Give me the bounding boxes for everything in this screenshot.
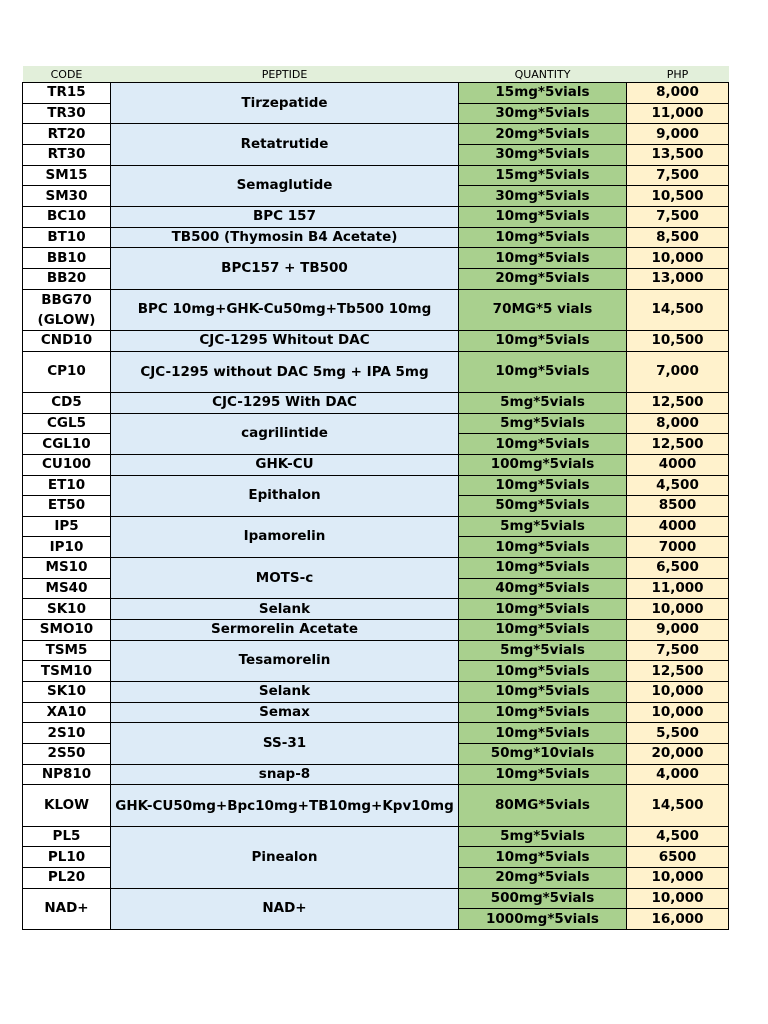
peptide-cell: CJC-1295 Whitout DAC (111, 330, 459, 351)
table-row (23, 330, 729, 351)
table-row (23, 516, 729, 537)
code-cell: NP810 (23, 764, 111, 785)
price-cell: 11,000 (627, 103, 729, 124)
price-cell: 20,000 (627, 744, 729, 765)
price-cell: 8,000 (627, 413, 729, 434)
peptide-cell: cagrilintide (111, 413, 459, 454)
price-cell: 10,000 (627, 702, 729, 723)
price-cell: 6500 (627, 847, 729, 868)
price-cell: 10,500 (627, 186, 729, 207)
code-cell: SK10 (23, 682, 111, 703)
price-cell: 7000 (627, 537, 729, 558)
code-cell: ET10 (23, 475, 111, 496)
quantity-cell: 10mg*5vials (459, 227, 627, 248)
code-cell: CGL10 (23, 434, 111, 455)
price-cell: 6,500 (627, 558, 729, 579)
price-cell: 4000 (627, 454, 729, 475)
peptide-cell: MOTS-c (111, 558, 459, 599)
peptide-cell: CJC-1295 With DAC (111, 392, 459, 413)
quantity-cell: 10mg*5vials (459, 702, 627, 723)
price-cell: 13,000 (627, 268, 729, 289)
price-cell: 14,500 (627, 289, 729, 330)
table-row (23, 351, 729, 392)
code-cell: TR30 (23, 103, 111, 124)
price-cell: 8,500 (627, 227, 729, 248)
table-row (23, 227, 729, 248)
code-cell: CU100 (23, 454, 111, 475)
peptide-cell: SS-31 (111, 723, 459, 764)
code-cell: CP10 (23, 351, 111, 392)
quantity-cell: 10mg*5vials (459, 475, 627, 496)
quantity-cell: 30mg*5vials (459, 186, 627, 207)
price-cell: 16,000 (627, 909, 729, 930)
quantity-cell: 10mg*5vials (459, 558, 627, 579)
quantity-cell: 10mg*5vials (459, 682, 627, 703)
quantity-cell: 10mg*5vials (459, 434, 627, 455)
table-row (23, 206, 729, 227)
code-cell: CND10 (23, 330, 111, 351)
code-cell: IP10 (23, 537, 111, 558)
price-cell: 12,500 (627, 434, 729, 455)
price-cell: 8500 (627, 496, 729, 517)
table-row (23, 124, 729, 145)
peptide-cell: Selank (111, 599, 459, 620)
table-row (23, 702, 729, 723)
quantity-cell: 1000mg*5vials (459, 909, 627, 930)
price-cell: 14,500 (627, 785, 729, 826)
code-cell: MS10 (23, 558, 111, 579)
peptide-cell: Epithalon (111, 475, 459, 516)
price-cell: 10,500 (627, 330, 729, 351)
code-cell: BBG70 (GLOW) (23, 289, 111, 330)
quantity-cell: 10mg*5vials (459, 764, 627, 785)
code-cell: SM30 (23, 186, 111, 207)
peptide-cell: Tesamorelin (111, 640, 459, 681)
price-cell: 12,500 (627, 392, 729, 413)
quantity-cell: 10mg*5vials (459, 599, 627, 620)
quantity-cell: 50mg*5vials (459, 496, 627, 517)
price-cell: 10,000 (627, 867, 729, 888)
quantity-cell: 50mg*10vials (459, 744, 627, 765)
header-php: PHP (627, 66, 729, 83)
table-row (23, 620, 729, 641)
table-body (23, 83, 729, 930)
code-cell: BB10 (23, 248, 111, 269)
price-cell: 9,000 (627, 124, 729, 145)
code-cell: CD5 (23, 392, 111, 413)
price-cell: 13,500 (627, 144, 729, 165)
table-header (23, 66, 729, 83)
code-cell: XA10 (23, 702, 111, 723)
quantity-cell: 10mg*5vials (459, 537, 627, 558)
table-row (23, 413, 729, 434)
code-cell: TR15 (23, 83, 111, 104)
quantity-cell: 5mg*5vials (459, 826, 627, 847)
quantity-cell: 70MG*5 vials (459, 289, 627, 330)
price-cell: 8,000 (627, 83, 729, 104)
quantity-cell: 500mg*5vials (459, 888, 627, 909)
quantity-cell: 10mg*5vials (459, 351, 627, 392)
quantity-cell: 5mg*5vials (459, 392, 627, 413)
code-cell: BC10 (23, 206, 111, 227)
code-cell: BT10 (23, 227, 111, 248)
header-peptide: PEPTIDE (111, 66, 459, 83)
quantity-cell: 30mg*5vials (459, 103, 627, 124)
header-row (23, 66, 729, 83)
code-cell: TSM10 (23, 661, 111, 682)
table-row (23, 165, 729, 186)
code-cell: TSM5 (23, 640, 111, 661)
price-cell: 10,000 (627, 248, 729, 269)
price-cell: 5,500 (627, 723, 729, 744)
table-row (23, 248, 729, 269)
quantity-cell: 15mg*5vials (459, 165, 627, 186)
code-cell: BB20 (23, 268, 111, 289)
peptide-cell: Sermorelin Acetate (111, 620, 459, 641)
quantity-cell: 20mg*5vials (459, 124, 627, 145)
code-cell: ET50 (23, 496, 111, 517)
table-row (23, 785, 729, 826)
price-cell: 10,000 (627, 599, 729, 620)
code-cell: SM15 (23, 165, 111, 186)
price-cell: 11,000 (627, 578, 729, 599)
peptide-cell: NAD+ (111, 888, 459, 929)
quantity-cell: 100mg*5vials (459, 454, 627, 475)
table-row (23, 83, 729, 104)
table-row (23, 454, 729, 475)
code-cell: KLOW (23, 785, 111, 826)
peptide-cell: Retatrutide (111, 124, 459, 165)
peptide-cell: Semaglutide (111, 165, 459, 206)
code-cell: PL20 (23, 867, 111, 888)
peptide-cell: Ipamorelin (111, 516, 459, 557)
code-cell: IP5 (23, 516, 111, 537)
quantity-cell: 10mg*5vials (459, 620, 627, 641)
peptide-cell: GHK-CU (111, 454, 459, 475)
quantity-cell: 10mg*5vials (459, 206, 627, 227)
peptide-cell: BPC 157 (111, 206, 459, 227)
price-cell: 4,000 (627, 764, 729, 785)
table-row (23, 723, 729, 744)
peptide-cell: TB500 (Thymosin B4 Acetate) (111, 227, 459, 248)
quantity-cell: 5mg*5vials (459, 516, 627, 537)
table-row (23, 640, 729, 661)
price-cell: 4000 (627, 516, 729, 537)
peptide-cell: GHK-CU50mg+Bpc10mg+TB10mg+Kpv10mg (111, 785, 459, 826)
price-cell: 7,500 (627, 165, 729, 186)
price-cell: 12,500 (627, 661, 729, 682)
peptide-cell: Semax (111, 702, 459, 723)
peptide-cell: Selank (111, 682, 459, 703)
code-cell: 2S10 (23, 723, 111, 744)
quantity-cell: 10mg*5vials (459, 661, 627, 682)
price-cell: 4,500 (627, 475, 729, 496)
price-cell: 7,000 (627, 351, 729, 392)
quantity-cell: 20mg*5vials (459, 867, 627, 888)
quantity-cell: 10mg*5vials (459, 248, 627, 269)
quantity-cell: 30mg*5vials (459, 144, 627, 165)
code-cell: SMO10 (23, 620, 111, 641)
quantity-cell: 5mg*5vials (459, 413, 627, 434)
quantity-cell: 15mg*5vials (459, 83, 627, 104)
quantity-cell: 40mg*5vials (459, 578, 627, 599)
table-row (23, 599, 729, 620)
price-cell: 10,000 (627, 888, 729, 909)
code-cell: CGL5 (23, 413, 111, 434)
table-row (23, 558, 729, 579)
header-code: CODE (23, 66, 111, 83)
table-row (23, 392, 729, 413)
quantity-cell: 10mg*5vials (459, 723, 627, 744)
price-cell: 7,500 (627, 640, 729, 661)
code-cell: PL10 (23, 847, 111, 868)
price-table (22, 66, 729, 930)
price-cell: 7,500 (627, 206, 729, 227)
code-cell: SK10 (23, 599, 111, 620)
code-cell: PL5 (23, 826, 111, 847)
peptide-cell: snap-8 (111, 764, 459, 785)
table-row (23, 682, 729, 703)
peptide-cell: BPC 10mg+GHK-Cu50mg+Tb500 10mg (111, 289, 459, 330)
table-row (23, 888, 729, 909)
quantity-cell: 10mg*5vials (459, 330, 627, 351)
table-row (23, 289, 729, 330)
code-cell: MS40 (23, 578, 111, 599)
price-cell: 9,000 (627, 620, 729, 641)
table-row (23, 475, 729, 496)
peptide-cell: Pinealon (111, 826, 459, 888)
table-row (23, 826, 729, 847)
price-cell: 4,500 (627, 826, 729, 847)
table-row (23, 764, 729, 785)
quantity-cell: 5mg*5vials (459, 640, 627, 661)
code-cell: NAD+ (23, 888, 111, 929)
peptide-cell: Tirzepatide (111, 83, 459, 124)
code-cell: RT30 (23, 144, 111, 165)
price-cell: 10,000 (627, 682, 729, 703)
code-cell: RT20 (23, 124, 111, 145)
quantity-cell: 10mg*5vials (459, 847, 627, 868)
quantity-cell: 20mg*5vials (459, 268, 627, 289)
peptide-cell: BPC157 + TB500 (111, 248, 459, 289)
peptide-cell: CJC-1295 without DAC 5mg + IPA 5mg (111, 351, 459, 392)
quantity-cell: 80MG*5vials (459, 785, 627, 826)
header-quantity: QUANTITY (459, 66, 627, 83)
code-cell: 2S50 (23, 744, 111, 765)
